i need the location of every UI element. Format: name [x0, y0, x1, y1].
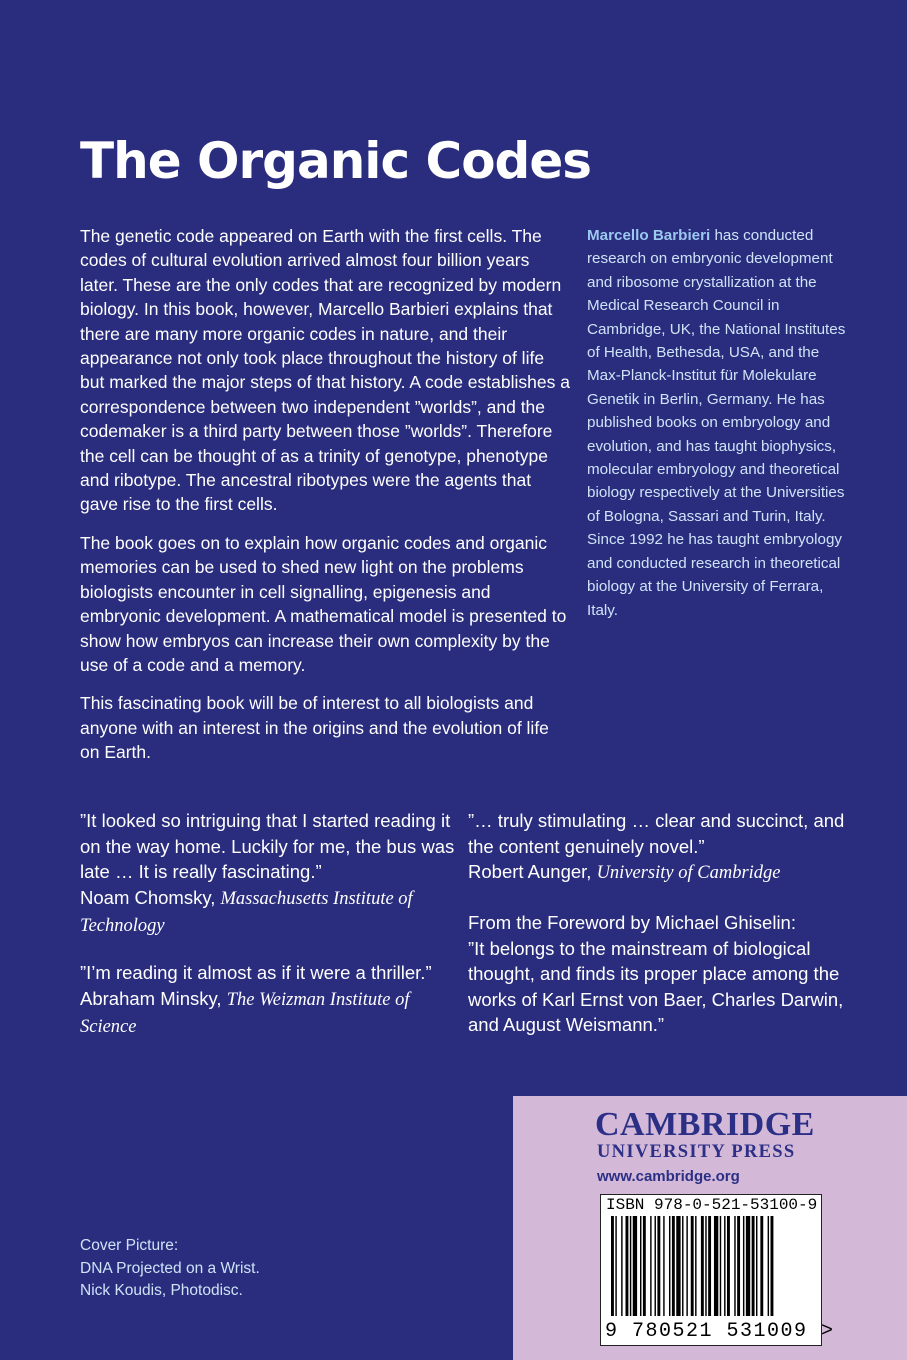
- cover-credit: [80, 1235, 380, 1303]
- quote-author: Robert Aunger,: [468, 861, 597, 882]
- quote-author: Abraham Minsky,: [80, 987, 227, 1009]
- barcode-bar: [611, 1216, 614, 1316]
- publisher-logo: CAMBRIDGE: [595, 1106, 815, 1143]
- barcode-bar: [695, 1216, 696, 1316]
- review-quote-chomsky: [80, 808, 460, 940]
- publisher-url: www.cambridge.org: [597, 1168, 740, 1185]
- author-name: Marcello Barbieri: [587, 227, 711, 244]
- review-quote-minsky: [80, 960, 460, 1041]
- barcode-bar: [626, 1216, 629, 1316]
- barcode-bar: [760, 1216, 763, 1316]
- author-bio-text: has conducted research on embryonic development and ribosome crystallization at the Medical Research Council in Cambridge, UK, the National Institutes of Health, Bethesda, USA, and the Max-Planck-Institut für Molekulare Genetik in Berlin, Germany. He has published books on embryology and evolution, and has taught biophysics, molecular embryology and theoretical biology respectively at the Universities of Bologna, Sassari and Turin, Italy. Since 1992 he has taught embryology and conducted research in theoretical biology at the University of Ferrara, Italy.: [587, 227, 846, 619]
- barcode-bar: [708, 1216, 711, 1316]
- barcode-bar: [727, 1216, 730, 1316]
- isbn-barcode: [600, 1194, 835, 1346]
- description-paragraph-3: This fascinating book will be of interest to all biologists and anyone with an interest in the origins and the evolution of life on Earth.: [80, 693, 549, 763]
- isbn-label: ISBN 978-0-521-53100-9: [606, 1196, 818, 1214]
- quote-affiliation: University of Cambridge: [596, 863, 781, 883]
- barcode-bar: [633, 1216, 637, 1316]
- publisher-panel: [513, 1096, 907, 1360]
- quote-source: [80, 885, 460, 940]
- barcode-bar: [615, 1216, 616, 1316]
- barcode-bar: [650, 1216, 651, 1316]
- description-paragraph-2: The book goes on to explain how organic codes and organic memories can be used to shed new light on the problems biologists encounter in cell signalling, epigenesis and embryonic development. A mathematical model is presented to show how embryos can increase their own complexity by the use of a code and a memory.: [80, 532, 567, 675]
- barcode-bar: [630, 1216, 631, 1316]
- barcode-bar: [621, 1216, 622, 1316]
- barcode-bar: [771, 1216, 774, 1316]
- barcode-bar: [686, 1216, 687, 1316]
- barcode-bar: [676, 1216, 680, 1316]
- barcode-bar: [705, 1216, 706, 1316]
- barcode-bar: [768, 1216, 769, 1316]
- cover-credit-line-2: Nick Koudis, Photodisc.: [80, 1282, 243, 1300]
- barcode-bar: [655, 1216, 656, 1316]
- barcode-number: 9 780521 531009 >: [605, 1320, 835, 1343]
- publisher-subtitle: UNIVERSITY PRESS: [597, 1142, 796, 1162]
- quote-source: [80, 986, 460, 1041]
- barcode-bar: [746, 1216, 750, 1316]
- foreword-quote: [468, 910, 868, 1038]
- barcode-bar: [734, 1216, 735, 1316]
- barcode-bar: [743, 1216, 744, 1316]
- barcode-bar: [752, 1216, 755, 1316]
- book-title: The Organic Codes: [80, 132, 592, 190]
- barcode-bar: [701, 1216, 704, 1316]
- barcode-bar: [724, 1216, 725, 1316]
- review-quote-aunger: [468, 808, 868, 887]
- author-bio: [587, 224, 847, 622]
- foreword-intro: From the Foreword by Michael Ghiselin:: [468, 912, 796, 933]
- cover-credit-label: Cover Picture:: [80, 1237, 179, 1254]
- barcode-bar: [643, 1216, 646, 1316]
- quote-source: [468, 859, 868, 887]
- quote-text: ”It looked so intriguing that I started reading it on the way home. Luckily for me, the bus was late … It is really fascinating.”: [80, 810, 455, 882]
- barcode-bar: [691, 1216, 694, 1316]
- barcode-bar: [672, 1216, 675, 1316]
- barcode-bar: [669, 1216, 670, 1316]
- quote-affiliation: The Weizman Institute of Science: [80, 989, 410, 1037]
- book-description: [80, 224, 570, 779]
- barcode-bar: [657, 1216, 660, 1316]
- barcode-bar: [756, 1216, 757, 1316]
- quote-text: ”I’m reading it almost as if it were a thriller.”: [80, 962, 432, 983]
- barcode-bar: [640, 1216, 641, 1316]
- quote-affiliation: Massachusetts Institute of Technology: [80, 888, 413, 936]
- description-paragraph-1: The genetic code appeared on Earth with the first cells. The codes of cultural evolution arrived almost four billion years later. These are the only codes that are recognized by modern biology. In this book, however, Marcello Barbieri explains that there are many more organic codes in nature, and their appearance not only took place throughout the history of life but marked the major steps of that history. A code establishes a correspondence between two independent ”worlds”, and the codemaker is a third party between those ”worlds”. Therefore the cell can be thought of as a trinity of genotype, phenotype and ribotype. The ancestral ribotypes were the agents that gave rise to the first cells.: [80, 226, 570, 515]
- barcode-bars: [603, 1216, 819, 1324]
- barcode-bar: [714, 1216, 718, 1316]
- barcode-bar: [737, 1216, 740, 1316]
- quote-text: ”… truly stimulating … clear and succinct, and the content genuinely novel.”: [468, 810, 845, 857]
- barcode-bar: [682, 1216, 683, 1316]
- quote-author: Noam Chomsky,: [80, 886, 221, 908]
- cover-credit-line-1: DNA Projected on a Wrist.: [80, 1259, 260, 1277]
- barcode-bar: [663, 1216, 664, 1316]
- quote-text: ”It belongs to the mainstream of biological thought, and finds its proper place among the works of Karl Ernst von Baer, Charles Darwin, and August Weismann.”: [468, 937, 844, 1035]
- barcode-bar: [720, 1216, 721, 1316]
